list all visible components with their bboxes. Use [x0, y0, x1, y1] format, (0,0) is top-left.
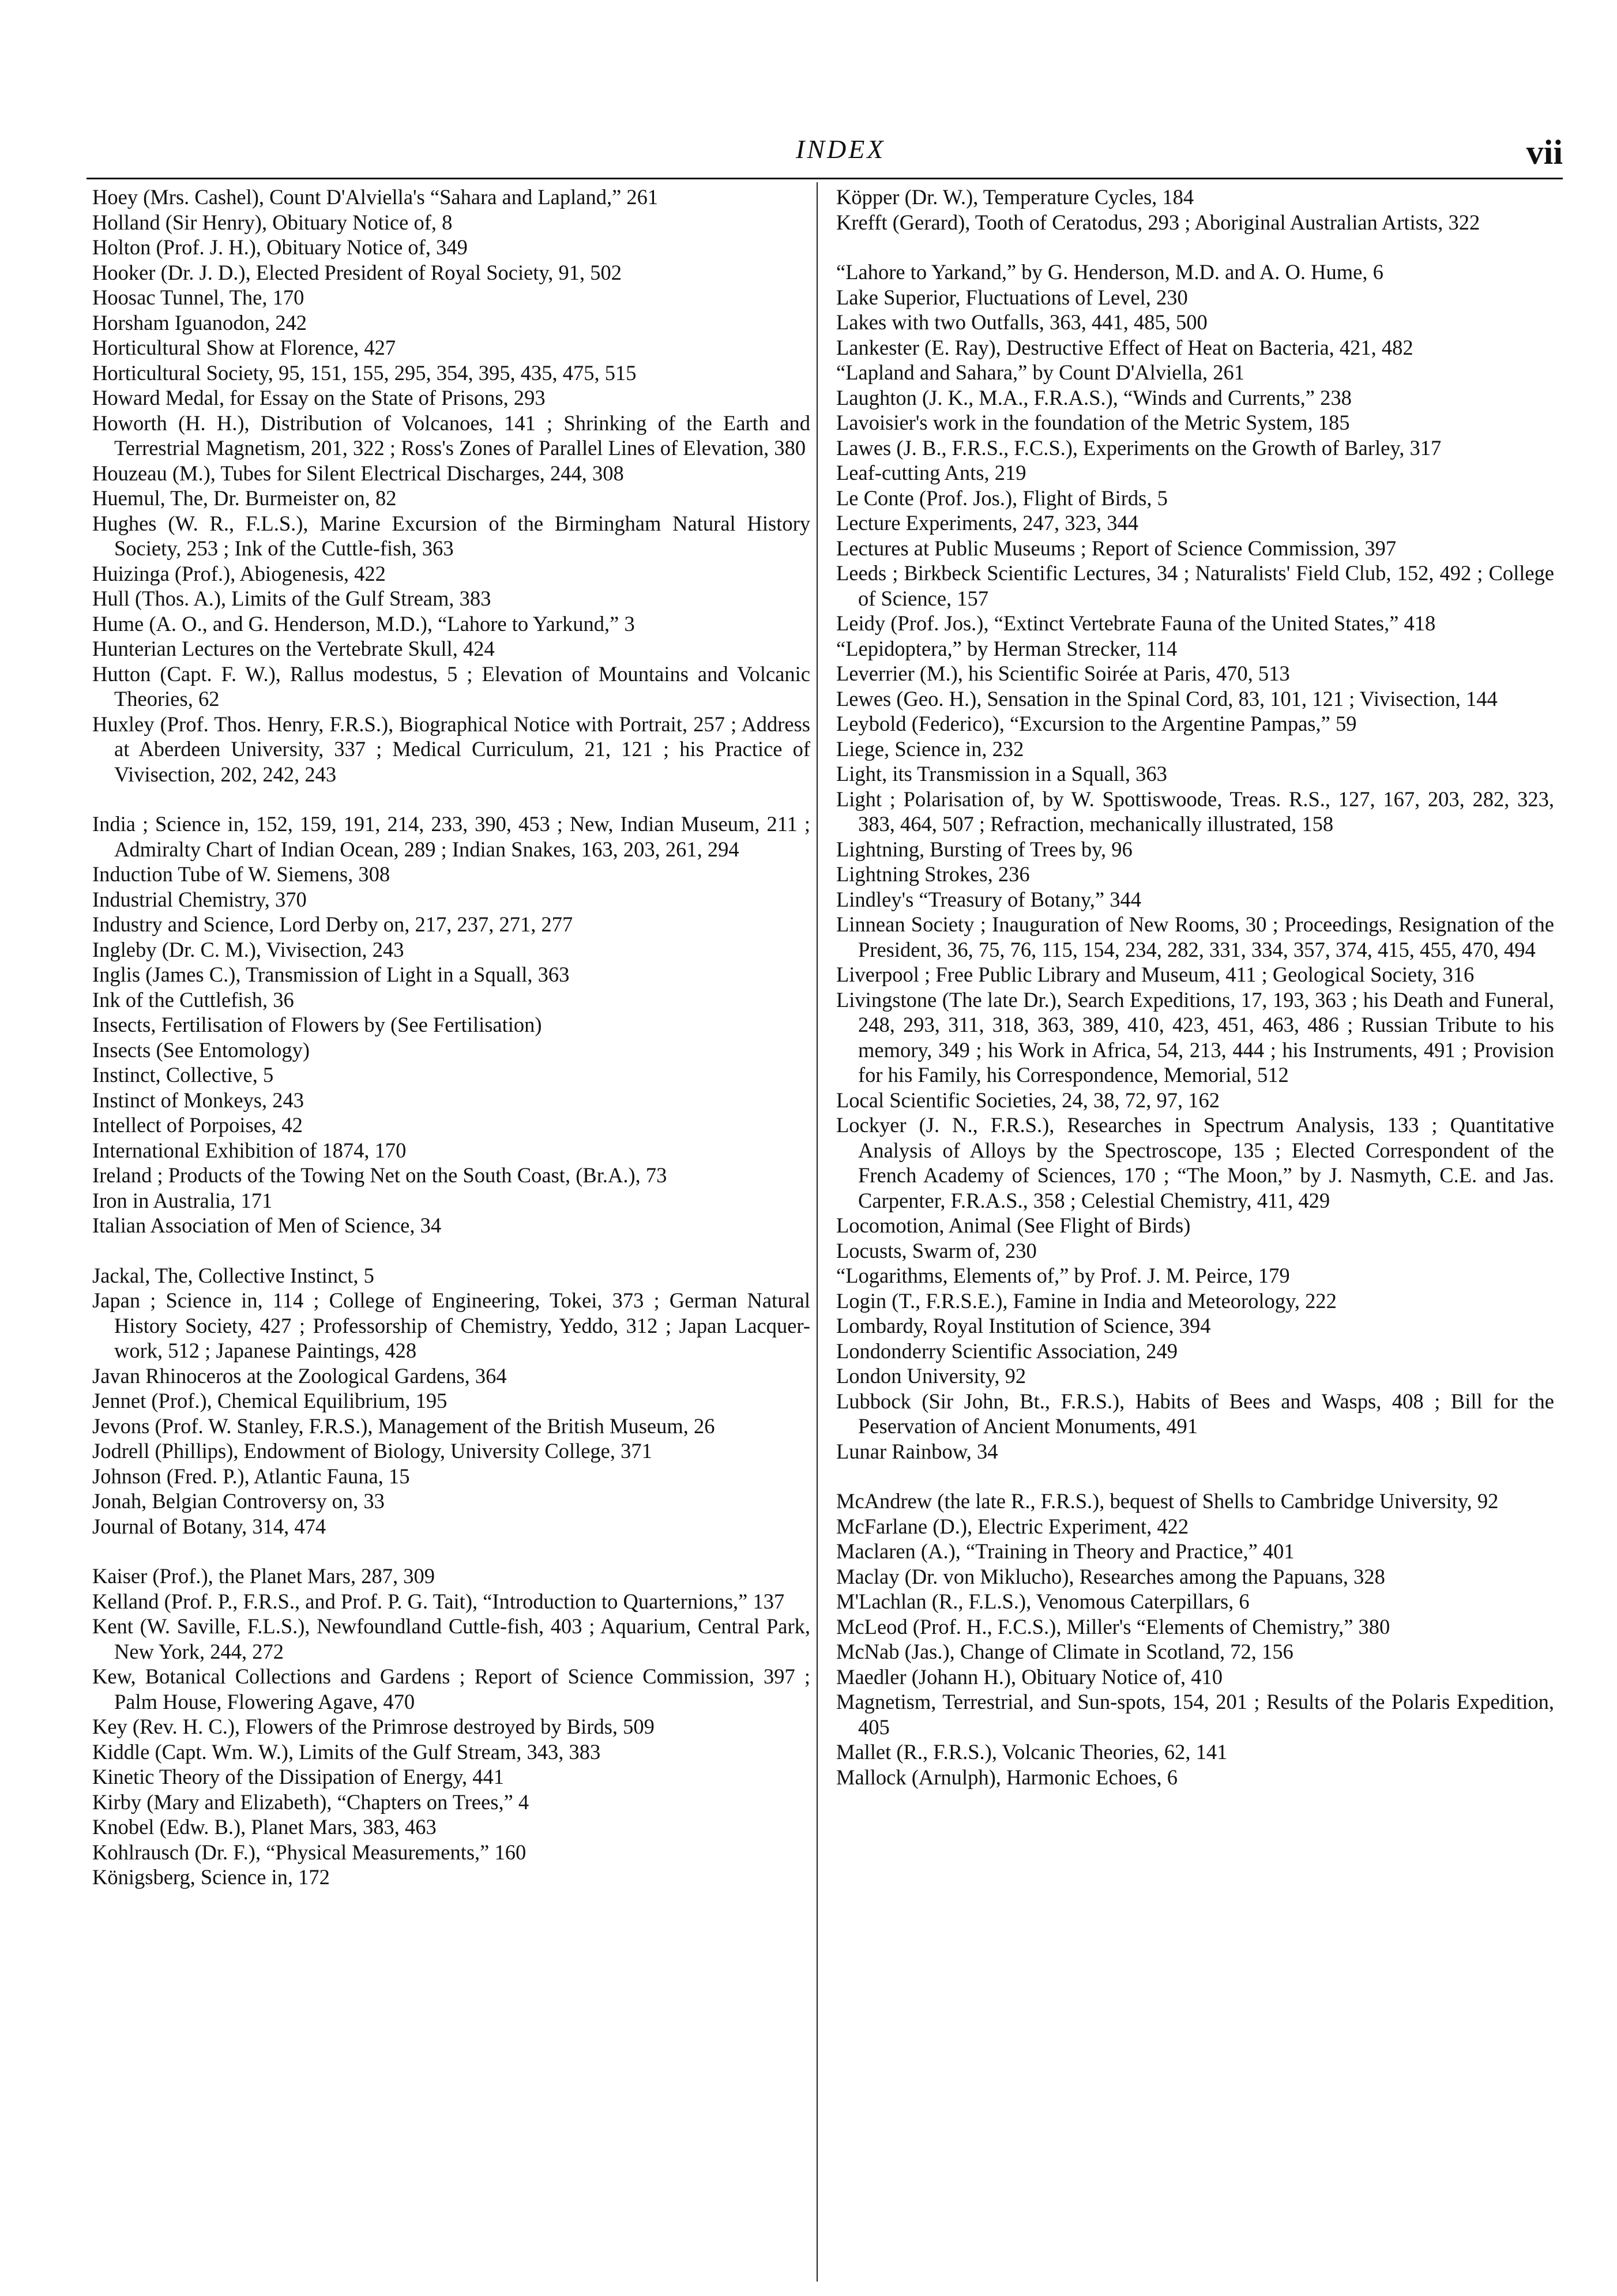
index-entry: McNab (Jas.), Change of Climate in Scotland, 72, 156 [836, 1640, 1293, 1663]
index-entry: Londonderry Scientific Association, 249 [836, 1339, 1178, 1363]
index-entry: Liege, Science in, 232 [836, 736, 1024, 761]
index-entry: Hoey (Mrs. Cashel), Count D'Alviella's “Sahara and Lapland,” 261 [92, 185, 659, 209]
index-entry: Javan Rhinoceros at the Zoological Gardens, 364 [92, 1363, 507, 1388]
index-entry: “Logarithms, Elements of,” by Prof. J. M. Peirce, 179 [836, 1264, 1290, 1287]
index-entry: Maclay (Dr. von Miklucho), Researches among the Papuans, 328 [836, 1564, 1385, 1588]
index-entry: Mallet (R., F.R.S.), Volcanic Theories, 62, 141 [836, 1740, 1228, 1764]
index-entry: Lightning, Bursting of Trees by, 96 [836, 837, 1133, 861]
index-entry: Leeds ; Birkbeck Scientific Lectures, 34 ; Naturalists' Field Club, 152, 492 ; College of Science, 157 [836, 561, 1554, 610]
index-entry: Key (Rev. H. C.), Flowers of the Primrose destroyed by Birds, 509 [92, 1715, 655, 1738]
index-entry: Hutton (Capt. F. W.), Rallus modestus, 5 ; Elevation of Mountains and Volcanic Theories, 62 [92, 662, 810, 711]
index-entry: “Lapland and Sahara,” by Count D'Alviella, 261 [836, 360, 1244, 384]
index-entry: Horticultural Society, 95, 151, 155, 295, 354, 395, 435, 475, 515 [92, 360, 637, 385]
index-entry: “Lepidoptera,” by Herman Strecker, 114 [836, 636, 1178, 660]
index-entry: Jackal, The, Collective Instinct, 5 [92, 1263, 374, 1287]
index-entry: Ink of the Cuttlefish, 36 [92, 987, 294, 1012]
index-entry: Kirby (Mary and Elizabeth), “Chapters on Trees,” 4 [92, 1790, 529, 1814]
index-entry: Login (T., F.R.S.E.), Famine in India and Meteorology, 222 [836, 1288, 1337, 1313]
index-entry: Knobel (Edw. B.), Planet Mars, 383, 463 [92, 1815, 437, 1839]
index-entry: Huizinga (Prof.), Abiogenesis, 422 [92, 561, 386, 585]
index-entry: Liverpool ; Free Public Library and Museum, 411 ; Geological Society, 316 [836, 963, 1475, 986]
index-entry: Lombardy, Royal Institution of Science, 394 [836, 1314, 1211, 1337]
index-entry: Lankester (E. Ray), Destructive Effect of Heat on Bacteria, 421, 482 [836, 335, 1413, 359]
index-entry: Howorth (H. H.), Distribution of Volcanoes, 141 ; Shrinking of the Earth and Terrestrial Magnetism, 201, 322 ; Ross's Zones of Parallel Lines of Elevation, 380 [92, 411, 810, 460]
index-entry: Huxley (Prof. Thos. Henry, F.R.S.), Biographical Notice with Portrait, 257 ; Address at Aberdeen University, 337 ; Medical Curriculum, 21, 121 ; his Practice of Vivisection, 202, 242, 243 [92, 712, 810, 786]
index-entry: Laughton (J. K., M.A., F.R.A.S.), “Winds and Currents,” 238 [836, 385, 1352, 409]
index-entry: McFarlane (D.), Electric Experiment, 422 [836, 1514, 1189, 1538]
index-column-left [92, 185, 810, 1890]
index-entry: Lockyer (J. N., F.R.S.), Researches in Spectrum Analysis, 133 ; Quantitative Analysis of Alloys by the Spectroscope, 135 ; Elected Correspondent of the French Academy of Sciences, 170 ; “The Moon,” by J. Nasmyth, C.E. and Jas. Carpenter, F.R.A.S., 358 ; Celestial Chemistry, 411, 429 [836, 1113, 1554, 1212]
index-entry: Lakes with two Outfalls, 363, 441, 485, 500 [836, 310, 1208, 334]
index-entry: Lightning Strokes, 236 [836, 862, 1030, 886]
index-column-right [836, 185, 1554, 1790]
index-entry: Lindley's “Treasury of Botany,” 344 [836, 887, 1141, 911]
index-entry: Hume (A. O., and G. Henderson, M.D.), “Lahore to Yarkund,” 3 [92, 611, 635, 636]
index-entry: Königsberg, Science in, 172 [92, 1865, 330, 1889]
index-entry: Kew, Botanical Collections and Gardens ; Report of Science Commission, 397 ; Palm House, Flowering Agave, 470 [92, 1664, 810, 1713]
index-entry: Inglis (James C.), Transmission of Light in a Squall, 363 [92, 963, 570, 986]
index-entry: Locomotion, Animal (See Flight of Birds) [836, 1213, 1191, 1237]
index-entry: Locusts, Swarm of, 230 [836, 1238, 1037, 1262]
index-entry: Kinetic Theory of the Dissipation of Energy, 441 [92, 1765, 504, 1788]
index-entry: McAndrew (the late R., F.R.S.), bequest of Shells to Cambridge University, 92 [836, 1489, 1499, 1513]
index-entry: Mallock (Arnulph), Harmonic Echoes, 6 [836, 1765, 1178, 1789]
index-entry: Lewes (Geo. H.), Sensation in the Spinal Cord, 83, 101, 121 ; Vivisection, 144 [836, 686, 1498, 711]
index-entry: Livingstone (The late Dr.), Search Expeditions, 17, 193, 363 ; his Death and Funeral, 248, 293, 311, 318, 363, 389, 410, 423, 451, 463, 486 ; Russian Tribute to his memory, 349 ; his Work in Africa, 54, 213, 444 ; his Instruments, 491 ; Provision for his Family, his Correspondence, Memorial, 512 [836, 987, 1554, 1087]
index-entry: M'Lachlan (R., F.L.S.), Venomous Caterpillars, 6 [836, 1589, 1250, 1613]
index-entry: Intellect of Porpoises, 42 [92, 1113, 303, 1137]
page-header [87, 127, 1563, 179]
index-entry: Journal of Botany, 314, 474 [92, 1514, 326, 1538]
index-entry: Johnson (Fred. P.), Atlantic Fauna, 15 [92, 1464, 410, 1488]
index-entry: Jennet (Prof.), Chemical Equilibrium, 195 [92, 1389, 448, 1412]
index-entry: Hooker (Dr. J. D.), Elected President of Royal Society, 91, 502 [92, 260, 622, 284]
index-entry: Linnean Society ; Inauguration of New Rooms, 30 ; Proceedings, Resignation of the President, 36, 75, 76, 115, 154, 234, 282, 331, 334, 357, 374, 415, 455, 470, 494 [836, 912, 1554, 961]
index-entry: London University, 92 [836, 1364, 1026, 1388]
index-entry: Hull (Thos. A.), Limits of the Gulf Stream, 383 [92, 587, 491, 610]
index-entry: “Lahore to Yarkand,” by G. Henderson, M.D. and A. O. Hume, 6 [836, 260, 1383, 284]
index-entry: Lawes (J. B., F.R.S., F.C.S.), Experiments on the Growth of Barley, 317 [836, 435, 1442, 460]
index-entry: Kelland (Prof. P., F.R.S., and Prof. P. G. Tait), “Introduction to Quarternions,” 137 [92, 1589, 785, 1613]
index-entry: Industry and Science, Lord Derby on, 217, 237, 271, 277 [92, 912, 573, 936]
index-entry: Jevons (Prof. W. Stanley, F.R.S.), Management of the British Museum, 26 [92, 1414, 715, 1438]
index-entry: Hunterian Lectures on the Vertebrate Skull, 424 [92, 637, 495, 660]
index-entry: Holton (Prof. J. H.), Obituary Notice of, 349 [92, 235, 468, 259]
index-entry: Holland (Sir Henry), Obituary Notice of, 8 [92, 210, 453, 234]
index-entry: Köpper (Dr. W.), Temperature Cycles, 184 [836, 185, 1194, 209]
index-entry: Lunar Rainbow, 34 [836, 1439, 998, 1463]
index-entry: Horsham Iguanodon, 242 [92, 310, 307, 335]
index-entry: India ; Science in, 152, 159, 191, 214, 233, 390, 453 ; New, Indian Museum, 211 ; Admiralty Chart of Indian Ocean, 289 ; Indian Snakes, 163, 203, 261, 294 [92, 812, 810, 861]
index-entry: Krefft (Gerard), Tooth of Ceratodus, 293 ; Aboriginal Australian Artists, 322 [836, 210, 1480, 234]
index-entry: International Exhibition of 1874, 170 [92, 1138, 407, 1162]
index-entry: Iron in Australia, 171 [92, 1188, 273, 1212]
index-entry: Induction Tube of W. Siemens, 308 [92, 862, 390, 886]
index-entry: Instinct of Monkeys, 243 [92, 1088, 304, 1112]
index-entry: Hoosac Tunnel, The, 170 [92, 285, 304, 309]
index-entry: Howard Medal, for Essay on the State of Prisons, 293 [92, 386, 546, 409]
index-entry: Maclaren (A.), “Training in Theory and Practice,” 401 [836, 1539, 1295, 1563]
page-number: vii [1526, 133, 1563, 171]
index-entry: Light, its Transmission in a Squall, 363 [836, 762, 1167, 786]
index-entry: Lubbock (Sir John, Bt., F.R.S.), Habits of Bees and Wasps, 408 ; Bill for the Peservation of Ancient Monuments, 491 [836, 1389, 1554, 1438]
index-entry: Italian Association of Men of Science, 34 [92, 1213, 442, 1237]
index-entry: Hughes (W. R., F.L.S.), Marine Excursion of the Birmingham Natural History Society, 253 ; Ink of the Cuttle-fish, 363 [92, 511, 810, 560]
index-entry: Jodrell (Phillips), Endowment of Biology, University College, 371 [92, 1439, 652, 1463]
index-entry: Horticultural Show at Florence, 427 [92, 336, 396, 359]
index-entry: Houzeau (M.), Tubes for Silent Electrical Discharges, 244, 308 [92, 461, 624, 485]
index-entry: Le Conte (Prof. Jos.), Flight of Birds, 5 [836, 486, 1168, 510]
index-entry: Instinct, Collective, 5 [92, 1063, 274, 1087]
index-entry: Japan ; Science in, 114 ; College of Engineering, Tokei, 373 ; German Natural History Society, 427 ; Professorship of Chemistry, Yeddo, 312 ; Japan Lacquer-work, 512 ; Japanese Paintings, 428 [92, 1288, 810, 1362]
index-entry: Industrial Chemistry, 370 [92, 887, 307, 911]
index-entry: Huemul, The, Dr. Burmeister on, 82 [92, 486, 397, 510]
index-entry: Leidy (Prof. Jos.), “Extinct Vertebrate Fauna of the United States,” 418 [836, 611, 1436, 635]
index-entry: Ingleby (Dr. C. M.), Vivisection, 243 [92, 937, 404, 961]
index-entry: Local Scientific Societies, 24, 38, 72, 97, 162 [836, 1088, 1220, 1112]
index-entry: Magnetism, Terrestrial, and Sun-spots, 154, 201 ; Results of the Polaris Expedition, 405 [836, 1690, 1554, 1739]
index-entry: Kaiser (Prof.), the Planet Mars, 287, 309 [92, 1564, 435, 1588]
index-entry: Lavoisier's work in the foundation of the Metric System, 185 [836, 411, 1350, 434]
index-entry: Lake Superior, Fluctuations of Level, 230 [836, 285, 1188, 309]
header-rule [87, 178, 1563, 179]
index-entry: Leaf-cutting Ants, 219 [836, 461, 1026, 484]
index-entry: Leybold (Federico), “Excursion to the Argentine Pampas,” 59 [836, 712, 1357, 735]
index-entry: Insects (See Entomology) [92, 1038, 310, 1062]
index-entry: Maedler (Johann H.), Obituary Notice of, 410 [836, 1664, 1223, 1689]
index-entry: Kent (W. Saville, F.L.S.), Newfoundland Cuttle-fish, 403 ; Aquarium, Central Park, New York, 244, 272 [92, 1614, 810, 1663]
index-entry: Lecture Experiments, 247, 323, 344 [836, 511, 1139, 535]
index-entry: Lectures at Public Museums ; Report of Science Commission, 397 [836, 536, 1397, 560]
running-title: INDEX [796, 134, 886, 164]
index-entry: Insects, Fertilisation of Flowers by (See Fertilisation) [92, 1013, 542, 1036]
index-entry: Ireland ; Products of the Towing Net on the South Coast, (Br.A.), 73 [92, 1163, 667, 1187]
index-entry: Leverrier (M.), his Scientific Soirée at Paris, 470, 513 [836, 662, 1290, 685]
column-divider [817, 182, 818, 2282]
index-entry: McLeod (Prof. H., F.C.S.), Miller's “Elements of Chemistry,” 380 [836, 1614, 1390, 1639]
index-entry: Kohlrausch (Dr. F.), “Physical Measurements,” 160 [92, 1840, 527, 1864]
index-entry: Kiddle (Capt. Wm. W.), Limits of the Gulf Stream, 343, 383 [92, 1739, 601, 1764]
index-entry: Jonah, Belgian Controversy on, 33 [92, 1489, 385, 1513]
index-entry: Light ; Polarisation of, by W. Spottiswoode, Treas. R.S., 127, 167, 203, 282, 323, 383, 464, 507 ; Refraction, mechanically illustrated, 158 [836, 787, 1554, 836]
